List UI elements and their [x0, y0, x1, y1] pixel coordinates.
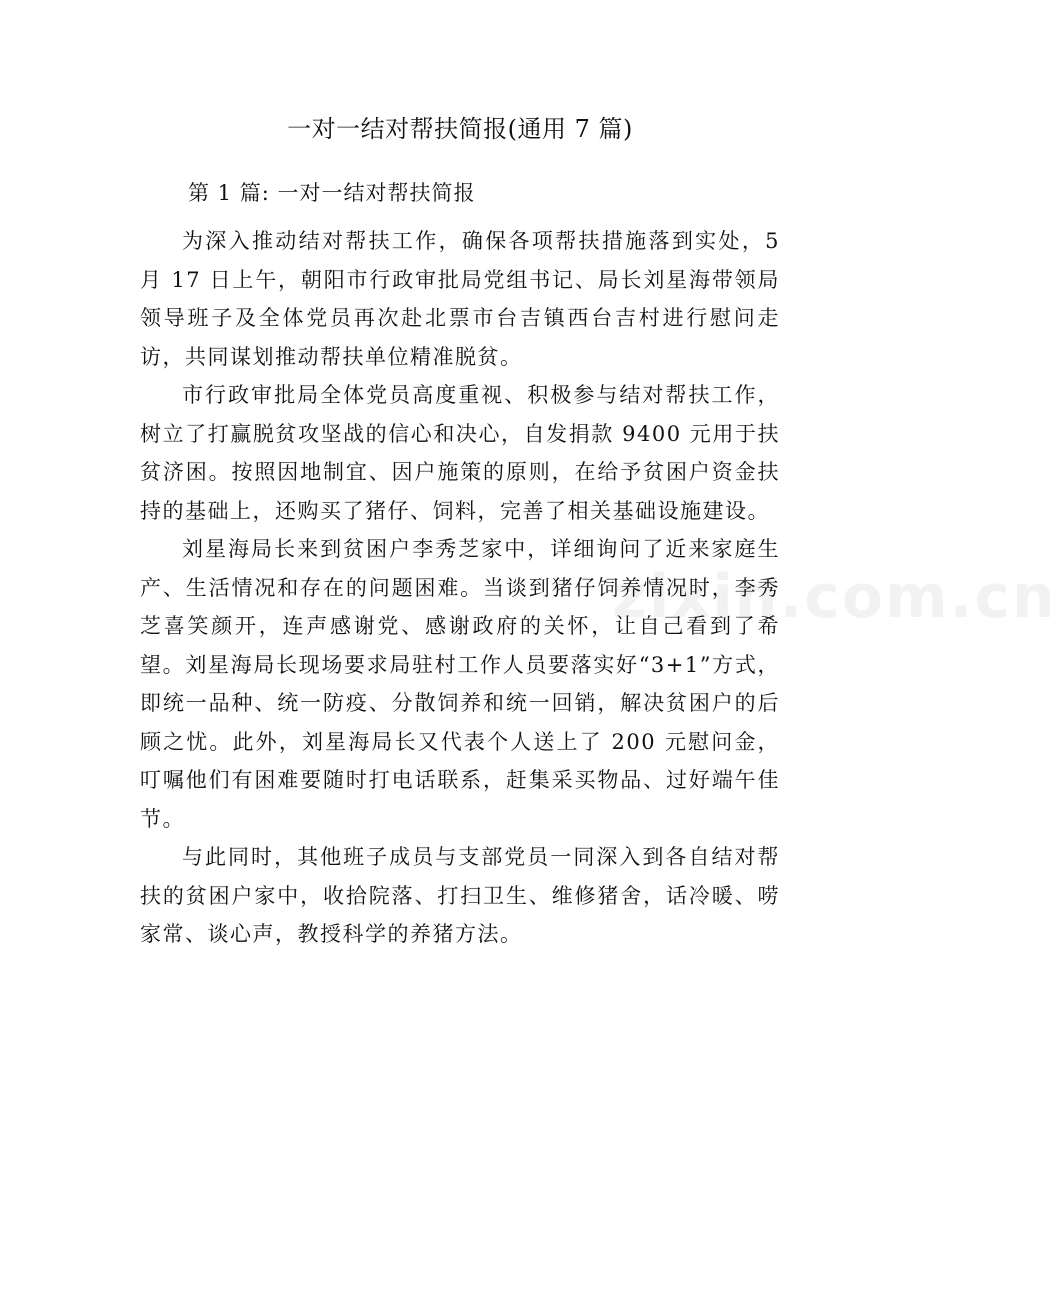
paragraph-4: 与此同时，其他班子成员与支部党员一同深入到各自结对帮扶的贫困户家中，收拾院落、打扫卫生、维修猪舍，话冷暖、唠家常、谈心声，教授科学的养猪方法。 [140, 845, 780, 946]
document-body [140, 222, 780, 954]
paragraph-3: 刘星海局长来到贫困户李秀芝家中，详细询问了近来家庭生产、生活情况和存在的问题困难。当谈到猪仔饲养情况时，李秀芝喜笑颜开，连声感谢党、感谢政府的关怀，让自己看到了希望。刘星海局长现场要求局驻村工作人员要落实好“3+1”方式，即统一品种、统一防疫、分散饲养和统一回销，解决贫困户的后顾之忧。此外，刘星海局长又代表个人送上了 200 元慰问金，叮嘱他们有困难要随时打电话联系，赶集采买物品、过好端午佳节。 [140, 537, 780, 831]
document-title: 一对一结对帮扶简报(通用 7 篇) [287, 115, 633, 143]
paragraph-1: 为深入推动结对帮扶工作，确保各项帮扶措施落到实处，5 月 17 日上午，朝阳市行政审批局党组书记、局长刘星海带领局领导班子及全体党员再次赴北票市台吉镇西台吉村进行慰问走访，共同谋划推动帮扶单位精准脱贫。 [140, 229, 780, 369]
paragraph-2: 市行政审批局全体党员高度重视、积极参与结对帮扶工作，树立了打赢脱贫攻坚战的信心和决心，自发捐款 9400 元用于扶贫济困。按照因地制宜、因户施策的原则，在给予贫困户资金扶持的基础上，还购买了猪仔、饲料，完善了相关基础设施建设。 [140, 383, 780, 523]
watermark: zixin.com.cn [612, 562, 1057, 632]
section-heading: 第 1 篇: 一对一结对帮扶简报 [188, 181, 476, 205]
